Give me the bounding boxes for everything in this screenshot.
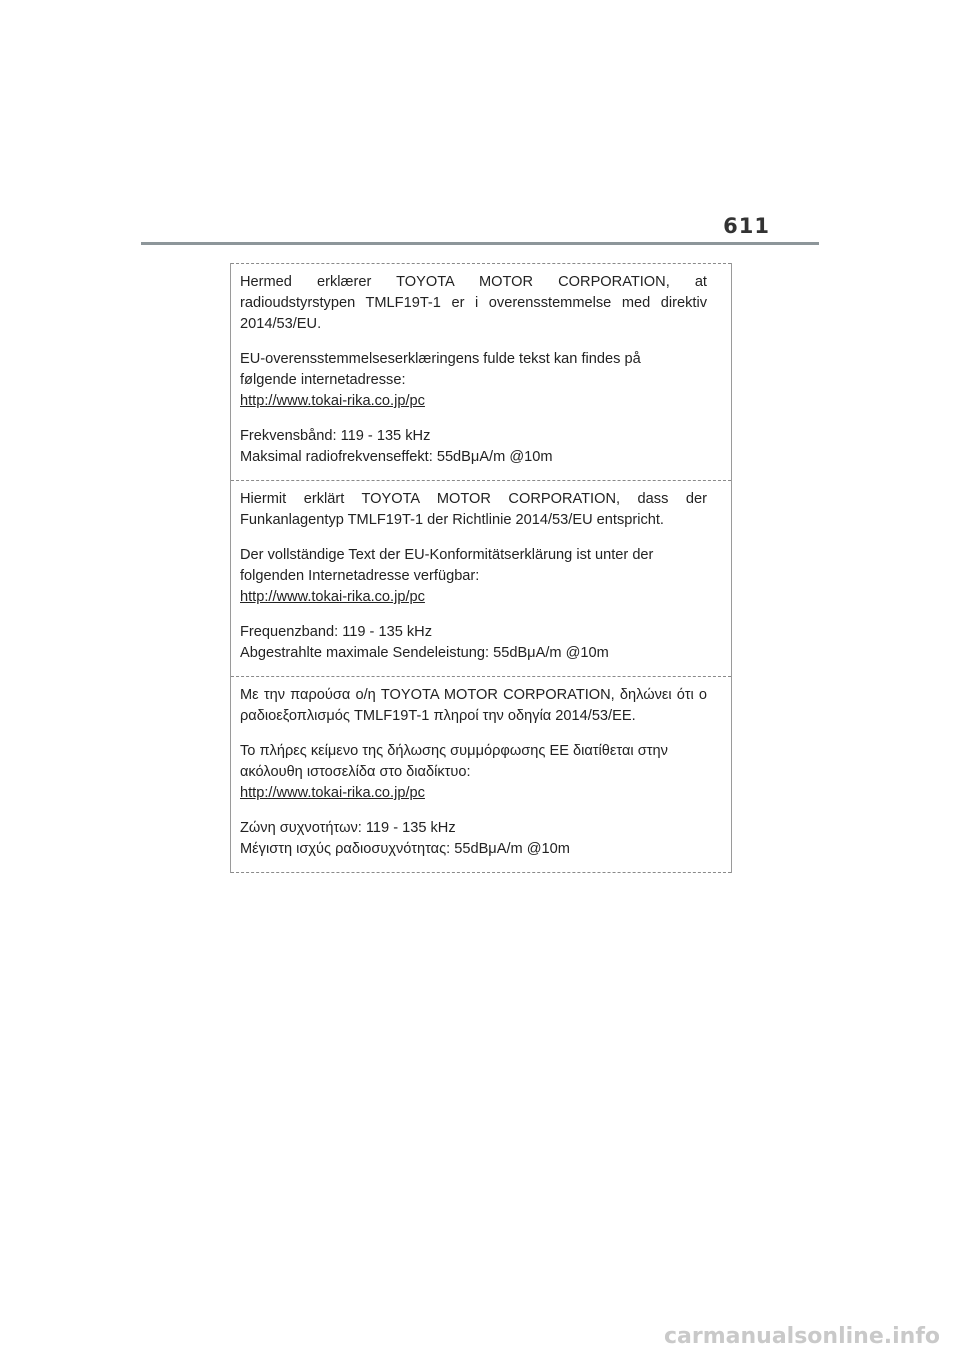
- frequency-band: Ζώνη συχνοτήτων: 119 - 135 kHz: [240, 820, 456, 836]
- frequency-band: Frekvensbånd: 119 - 135 kHz: [240, 428, 431, 444]
- declaration-info: [240, 545, 707, 608]
- frequency-band: Frequenzband: 119 - 135 kHz: [240, 624, 432, 640]
- technical-specs: [240, 426, 707, 468]
- technical-specs: [240, 622, 707, 664]
- declaration-text: Hermed erklærer TOYOTA MOTOR CORPORATION, at radioudstyrstypen TMLF19T-1 er i overensstemmelse med direktiv 2014/53/EU.: [240, 274, 707, 332]
- info-line: Der vollständige Text der EU-Konformitätserklärung ist unter der: [240, 547, 654, 563]
- declaration-text: Με την παρούσα ο/η TOYOTA MOTOR CORPORATION, δηλώνει ότι ο ραδιοεξοπλισμός TMLF19T-1 πληροί την οδηγία 2014/53/ΕΕ.: [240, 687, 707, 724]
- declaration-info: [240, 349, 707, 412]
- header-rule: [141, 242, 819, 245]
- declaration-section-danish: [231, 263, 731, 480]
- info-line: Το πλήρες κείμενο της δήλωσης συμμόρφωσης ΕΕ διατίθεται στην: [240, 743, 668, 759]
- declaration-box: [230, 263, 732, 873]
- technical-specs: [240, 818, 707, 860]
- declaration-section-german: [231, 480, 731, 676]
- declaration-section-greek: [231, 676, 731, 873]
- info-line: EU-overensstemmelseserklæringens fulde tekst kan findes på: [240, 351, 641, 367]
- declaration-url-link[interactable]: http://www.tokai-rika.co.jp/pc: [240, 785, 425, 801]
- info-line: følgende internetadresse:: [240, 372, 406, 388]
- declaration-url-link[interactable]: http://www.tokai-rika.co.jp/pc: [240, 393, 425, 409]
- declaration-info: [240, 741, 707, 804]
- page-number: 611: [723, 214, 770, 238]
- declaration-text: Hiermit erklärt TOYOTA MOTOR CORPORATION, dass der Funkanlagentyp TMLF19T-1 der Richtlinie 2014/53/EU entspricht.: [240, 491, 707, 528]
- max-power: Μέγιστη ισχύς ραδιοσυχνότητας: 55dBμA/m @10m: [240, 841, 570, 857]
- max-power: Abgestrahlte maximale Sendeleistung: 55dBμA/m @10m: [240, 645, 609, 661]
- watermark: carmanualsonline.info: [664, 1324, 940, 1349]
- max-power: Maksimal radiofrekvenseffekt: 55dBμA/m @10m: [240, 449, 553, 465]
- info-line: folgenden Internetadresse verfügbar:: [240, 568, 480, 584]
- declaration-url-link[interactable]: http://www.tokai-rika.co.jp/pc: [240, 589, 425, 605]
- info-line: ακόλουθη ιστοσελίδα στο διαδίκτυο:: [240, 764, 471, 780]
